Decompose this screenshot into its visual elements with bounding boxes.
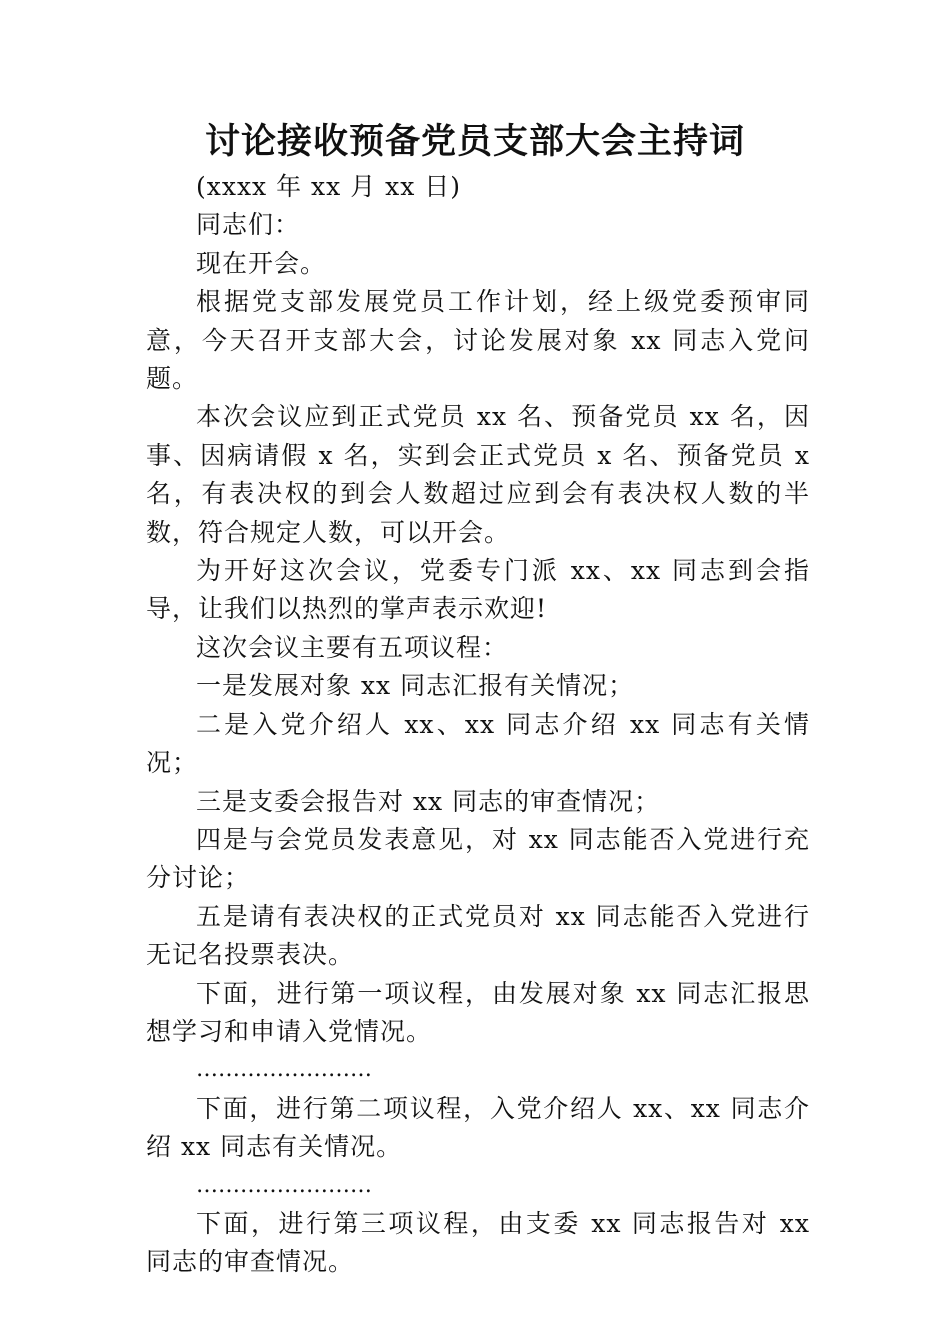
paragraph-welcome: 为开好这次会议，党委专门派 xx、xx 同志到会指导，让我们以热烈的掌声表示欢迎! [146,556,810,624]
document-title: 讨论接收预备党员支部大会主持词 [204,122,745,162]
paragraph-agenda-step-1: 下面，进行第一项议程，由发展对象 xx 同志汇报思想学习和申请入党情况。 [146,978,810,1046]
paragraph-agenda-step-2: 下面，进行第二项议程，入党介绍人 xx、xx 同志介绍 xx 同志有关情况。 [146,1093,810,1162]
agenda-item-4: 四是与会党员发表意见，对 xx 同志能否入党进行充分讨论； [146,824,810,893]
salutation: 同志们： [196,210,301,240]
paragraph-agenda-intro: 这次会议主要有五项议程： [196,632,509,662]
paragraph-purpose: 根据党支部发展党员工作计划，经上级党委预审同意，今天召开支部大会，讨论发展对象 xx 同志入党问题。 [146,287,810,394]
agenda-item-3: 三是支委会报告对 xx 同志的审查情况； [196,786,661,816]
document-body [146,168,810,1282]
agenda-item-5: 五是请有表决权的正式党员对 xx 同志能否入党进行无记名投票表决。 [146,901,810,970]
agenda-item-2: 二是入党介绍人 xx、xx 同志介绍 xx 同志有关情况； [146,709,810,778]
paragraph-open-meeting: 现在开会。 [196,248,327,278]
agenda-item-1: 一是发展对象 xx 同志汇报有关情况； [196,671,635,701]
ellipsis-separator: …………………… [196,1172,372,1198]
date-line: (xxxx 年 xx 月 xx 日) [196,172,462,201]
paragraph-agenda-step-3: 下面，进行第三项议程，由支委 xx 同志报告对 xx 同志的审查情况。 [146,1208,810,1277]
ellipsis-separator: …………………… [196,1057,372,1083]
paragraph-attendance: 本次会议应到正式党员 xx 名、预备党员 xx 名，因事、因病请假 x 名，实到会正式党员 x 名、预备党员 x 名，有表决权的到会人数超过应到会有表决权人数的半数，符合规定人数，可以开会。 [146,402,810,547]
